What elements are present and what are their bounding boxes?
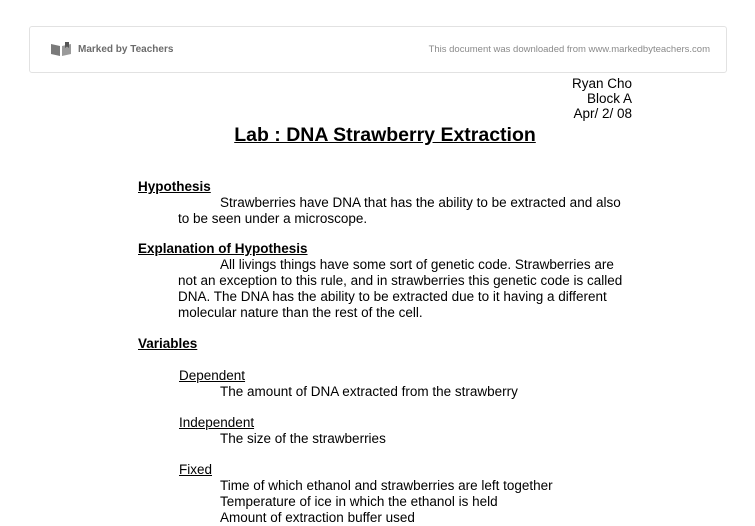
fixed-label: Fixed — [179, 462, 213, 477]
explanation-line-1: All livings things have some sort of genetic code. Strawberries are — [220, 257, 614, 272]
explanation-line-2: not an exception to this rule, and in strawberries this genetic code is called — [178, 273, 623, 288]
independent-label: Independent — [179, 415, 255, 430]
fixed-item: Amount of extraction buffer used — [220, 510, 415, 525]
fixed-item: Time of which ethanol and strawberries are left together — [220, 478, 553, 493]
logo-text: Marked by Teachers — [78, 43, 174, 55]
hypothesis-heading: Hypothesis — [138, 179, 211, 194]
hypothesis-line-2: to be seen under a microscope. — [178, 211, 368, 226]
variables-heading: Variables — [138, 336, 198, 351]
site-logo[interactable] — [50, 41, 173, 57]
document-title: Lab : DNA Strawberry Extraction — [234, 124, 536, 146]
explanation-heading: Explanation of Hypothesis — [138, 241, 308, 256]
author-block-class: Block A — [586, 91, 632, 106]
author-block — [572, 76, 632, 121]
author-name: Ryan Cho — [571, 76, 632, 91]
author-date: Apr/ 2/ 08 — [573, 106, 632, 121]
independent-text: The size of the strawberries — [220, 431, 386, 446]
header-banner — [29, 26, 727, 73]
dependent-text: The amount of DNA extracted from the strawberry — [220, 384, 518, 399]
download-note: This document was downloaded from www.markedbyteachers.com — [428, 44, 710, 55]
book-logo-icon — [50, 41, 72, 57]
explanation-line-4: molecular nature than the rest of the cell. — [178, 305, 423, 320]
explanation-line-3: DNA. The DNA has the ability to be extracted due to it having a different — [178, 289, 607, 304]
fixed-item: Temperature of ice in which the ethanol is held — [220, 494, 498, 509]
dependent-label: Dependent — [179, 368, 246, 383]
hypothesis-line-1: Strawberries have DNA that has the ability to be extracted and also — [220, 195, 621, 210]
